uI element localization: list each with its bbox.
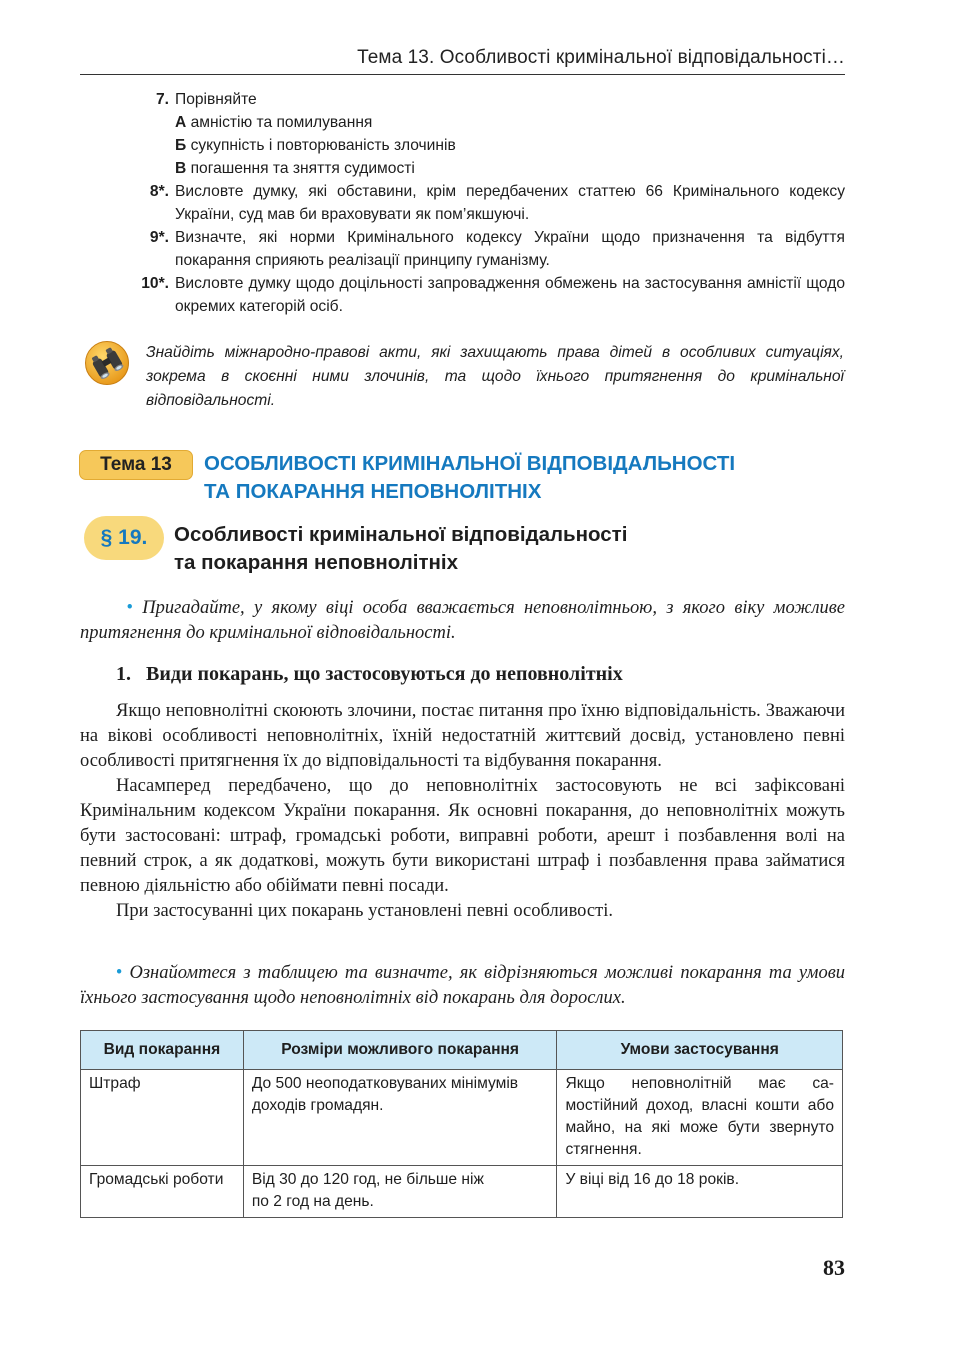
table-cell: До 500 неоподатковуваних мінімумів доходів громадян. <box>243 1070 557 1166</box>
page-number: 83 <box>823 1255 845 1280</box>
option-a <box>175 111 845 134</box>
recall-prompt <box>80 596 845 646</box>
question-number <box>150 226 169 249</box>
question-star: *. <box>158 275 169 292</box>
table-task <box>80 961 845 1011</box>
topic-title-line: ОСОБЛИВОСТІ КРИМІНАЛЬНОЇ ВІДПОВІДАЛЬНОСТІ <box>204 452 736 475</box>
option-letter: Б <box>175 137 187 154</box>
question-number <box>150 180 169 203</box>
section-number: 1. <box>116 663 131 685</box>
question-number-text: 7. <box>155 91 169 108</box>
question-star: *. <box>158 183 169 200</box>
question-10 <box>141 272 845 318</box>
option-c <box>175 157 845 180</box>
body-paragraph: Якщо неповнолітні скоюють злочини, постає питання про їхню відповідальність. Зважаючи на вікові особливості неповнолітніх, їхній недостатній життєвий досвід, установлено певні особливості притягнення їх до відповідальності та відбування покарання. <box>80 701 845 771</box>
question-text: Порівняйте <box>175 91 257 108</box>
punishments-table <box>80 1030 843 1218</box>
question-number <box>156 88 169 111</box>
question-text: Визначте, які норми Кримінального кодексу України щодо призначення та відбуття покарання сприяють реалізації принципу гуманізму. <box>175 229 845 269</box>
table-cell: У віці від 16 до 18 років. <box>557 1166 843 1218</box>
table-cell: Від 30 до 120 год, не більше ніж по 2 год на день. <box>243 1166 557 1218</box>
paragraph-title <box>174 521 814 577</box>
question-number-text: 8 <box>149 183 159 200</box>
section-title: Види покарань, що застосовуються до неповнолітніх <box>146 663 623 685</box>
header-rule <box>80 74 845 75</box>
table-cell: Штраф <box>81 1070 244 1166</box>
table-header-row <box>81 1031 843 1070</box>
topic-title <box>204 450 844 506</box>
paragraph-badge: § 19. <box>84 516 164 560</box>
question-number-text: 9 <box>149 229 159 246</box>
question-8 <box>149 180 845 226</box>
question-9 <box>149 226 845 272</box>
option-b <box>175 134 845 157</box>
column-header: Умови застосування <box>557 1031 843 1070</box>
paragraph-title-line: Особливості кримінальної відповідальності <box>174 523 628 546</box>
section-heading <box>116 660 845 688</box>
table-row <box>81 1070 843 1166</box>
column-header: Розміри можливого покарання <box>243 1031 557 1070</box>
bullet-icon: • <box>126 598 133 618</box>
table-cell: Громадські роботи <box>81 1166 244 1218</box>
paragraph-title-line: та покарання неповнолітніх <box>174 551 458 574</box>
option-letter: В <box>175 160 187 177</box>
bullet-icon: • <box>115 963 123 983</box>
running-header: Тема 13. Особливості кримінальної відповідальності… <box>357 47 845 68</box>
option-text: амністію та помилування <box>190 114 373 131</box>
research-task: Знайдіть міжнародно-правові акти, які захищають права дітей в особливих ситуаціях, зокрема в скоєнні ними злочинів, та щодо їхнього притягнення до кримінальної відповідальності. <box>146 344 844 409</box>
table-cell: Якщо неповнолітній має самостійний доход, власні кошти або майно, на які може бути звернуто стягнення. <box>557 1070 843 1166</box>
recall-text: Пригадайте, у якому віці особа вважається неповнолітньою, з якого віку можливе притягнення до кримінальної відповідальності. <box>80 598 846 643</box>
option-letter: А <box>175 114 187 131</box>
question-number <box>141 272 169 295</box>
topic-badge: Тема 13 <box>79 450 193 480</box>
table-task-text: Ознайомтеся з таблицею та визначте, як відрізняються можливі покарання та умови їхнього застосування щодо неповнолітніх від покарань для дорослих. <box>80 963 846 1008</box>
question-text: Висловте думку щодо доцільності запровадження обмежень на застосування амністії щодо окремих категорій осіб. <box>175 275 845 315</box>
column-header: Вид покарання <box>81 1031 244 1070</box>
body-paragraph: Насамперед передбачено, що до неповнолітніх застосовують не всі зафіксовані Кримінальним кодексом України покарання. Як основні покарання, до неповнолітніх можуть бути застосовані: штраф, громадські роботи, виправні роботи, арешт і позбавлення волі на певний строк, а як додаткові, можуть бути використані штраф і позбавлення права займатися певною діяльністю або обіймати певні посади. <box>80 776 845 896</box>
table-row <box>81 1166 843 1218</box>
question-7 <box>155 88 845 180</box>
topic-title-line: ТА ПОКАРАННЯ НЕПОВНОЛІТНІХ <box>204 480 542 503</box>
option-text: погашення та зняття судимості <box>190 160 415 177</box>
option-text: сукупність і повторюваність злочинів <box>190 137 456 154</box>
question-star: *. <box>158 229 169 246</box>
question-number-text: 10 <box>141 275 159 292</box>
body-text <box>80 699 845 924</box>
binoculars-icon <box>84 340 130 386</box>
question-text: Висловте думку, які обставини, крім передбачених статтею 66 Кримінального кодексу України, суд мав би враховувати як пом’якшуючі. <box>175 183 845 223</box>
body-paragraph: При застосуванні цих покарань установлені певні особливості. <box>116 901 613 921</box>
